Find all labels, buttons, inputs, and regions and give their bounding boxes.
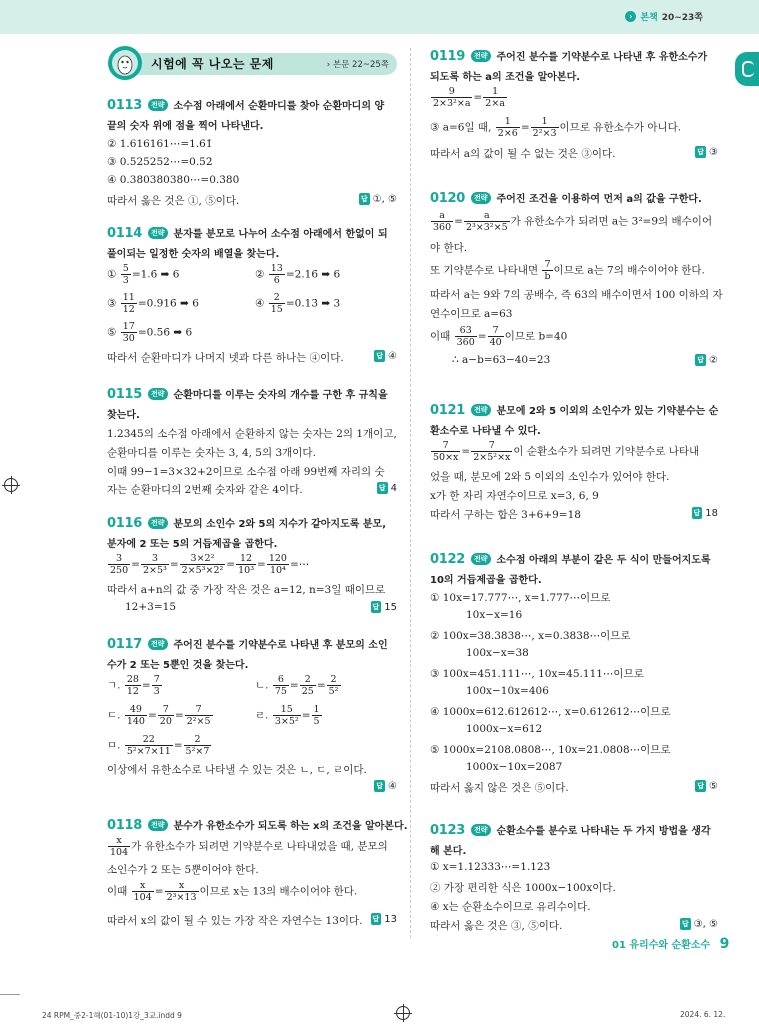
answer: 답 ④: [376, 781, 397, 792]
section-ref: › 본문 22~25쪽: [326, 60, 389, 70]
registration-mark: [396, 1006, 410, 1020]
chapter-footer: 01 유리수와 순환소수 9: [612, 936, 730, 952]
problem-0113: 0113 전략 소수점 아래에서 순환마디를 찾아 순환마디의 양 끝의 숫자 위에 점을 찍어 나타낸다. ② 1.616161⋯=1.6̇1̇ ③ 0.525252⋯=0.5̇2̇ ④ 0.380380380⋯=0.3̇80̇ 따라서 옳은 것은 ①, ⑤이다. 답 ①, ⑤: [107, 98, 397, 207]
problem-0115: 0115 전략 순환마디를 이루는 숫자의 개수를 구한 후 규칙을 찾는다. 1.23̇45̇의 소수점 아래에서 순환하지 않는 숫자는 2의 1개이고, 순환마디를 이루는 숫자는 3, 4, 5의 3개이다. 이때 99−1=3×32+2이므로 소수점 아래 99번째 자리의 숫 자는 순환마디의 2번째 숫자와 같은 4이다. 답 4: [107, 387, 397, 496]
section-title: 시험에 꼭 나오는 문제: [151, 57, 274, 71]
answer: 답 ③, ⑤: [681, 919, 718, 930]
registration-mark: [4, 478, 18, 492]
problem-0123: 0123 전략 순환소수를 분수로 나타내는 두 가지 방법을 생각 해 본다. ① x=1.12333⋯=1.123̇ ② 가장 편리한 식은 1000x−100x이다. ④ x는 순환소수이므로 유리수이다. 따라서 옳은 것은 ③, ⑤이다. 답 ③, ⑤: [430, 823, 718, 932]
problem-0120: 0120 전략 주어진 조건을 이용하여 먼저 a의 값을 구한다. $\frac{a}{360}$ = $\frac{a}{\text{2³×3²×5}}$ 가 유한소수가 되려면 a는 3²=9의 배수이어 야 한다. 또 기약분수로 나타내면 $\frac{7}{b}$ 이므로 a는 7의 배수이어야 한다. 따라서 a는 9와 7의 공배수, 즉 63의 배수이면서 100 이하의 자 연수이므로 a=63 이때 $\frac{63}{360}$ = $\frac{7}{40}$ 이므로 b=40 ∴ a−b=63−40=23 답 ②: [430, 191, 723, 366]
problem-0122: 0122 전략 소수점 아래의 부분이 같은 두 식이 만들어지도록 10의 거듭제곱을 곱한다. ① 10x=17.777⋯, x=1.777⋯이므로 10x−x=16 ② 100x=38.3838⋯, x=0.3838⋯이므로 100x−x=38 ③ 100x=451.111⋯, 10x=45.111⋯이므로 100x−10x=406 ④ 1000x=612.612612⋯, x=0.612612⋯이므로 1000x−x=612 ⑤ 1000x=2108.0808⋯, 10x=21.0808⋯이므로 1000x−10x=2087 따라서 옳지 않은 것은 ⑤이다. 답 ⑤: [430, 552, 718, 794]
answer: 답 13: [372, 914, 397, 925]
file-info: 24 RPM_중2-1해(01-10)1강_3교.indd 9: [42, 1011, 182, 1020]
problem-0119: 0119 전략 주어진 분수를 기약분수로 나타낸 후 유한소수가 되도록 하는 a의 조건을 알아본다. $\frac{9}{\text{2×3²×a}}$ = $\frac{1}{2\times a}$ ③ a=6일 때, $\frac{1}{2\times 6}$ = $\frac{1}{\text{2²×3}}$ 이므로 유한소수가 아니다. 따라서 a의 값이 될 수 없는 것은 ③이다. 답 ③: [430, 49, 718, 160]
book-page-reference: [625, 10, 703, 23]
chapter-tab: [735, 52, 759, 86]
answer: 답 4: [378, 483, 397, 494]
answer: 답 ④: [376, 351, 397, 362]
column-divider: [410, 48, 411, 938]
answer: 답 ⑤: [697, 781, 718, 792]
ref-label: 본책: [640, 13, 658, 23]
section-banner: [107, 45, 397, 81]
ref-pages: 20~23쪽: [661, 13, 703, 23]
chevron-right-icon: ›: [625, 11, 636, 22]
answer: 답 18: [693, 508, 718, 519]
answer: 답 ②: [697, 355, 718, 366]
answer: 답 ③: [697, 147, 718, 158]
problem-0121: 0121 전략 분모에 2와 5 이외의 소인수가 있는 기약분수는 순 환소수로 나타낼 수 있다. $\frac{7}{50\times x}$ = $\frac{7}{\text{2×5²×x}}$ 이 순환소수가 되려면 기약분수로 나타내 었을 때, 분모에 2와 5 이외의 소인수가 있어야 한다. x가 한 자리 자연수이므로 x=3, 6, 9 따라서 구하는 합은 3+6+9=18 답 18: [430, 403, 719, 521]
problem-0118: 0118 전략 분수가 유한소수가 되도록 하는 x의 조건을 알아본다. $\frac{x}{104}$ 가 유한소수가 되려면 기약분수로 나타내었을 때, 분모의 소인수가 2 또는 5뿐이어야 한다. 이때 $\frac{x}{104}$ = $\frac{x}{\text{2³×13}}$ 이므로 x는 13의 배수이어야 한다. 따라서 x의 값이 될 수 있는 가장 작은 자연수는 13이다. 답 13: [107, 818, 408, 927]
problem-0116: 0116 전략 분모의 소인수 2와 5의 지수가 같아지도록 분모, 분자에 2 또는 5의 거듭제곱을 곱한다. $\frac{3}{250}$ = $\frac{3}{\text{2×5³}}$ = $\frac{\text{3×2²}}{\text{2×5³×2²}}$ = $\frac{12}{\text{10³}}$ = $\frac{120}{\text{10⁴}}$ =⋯ 따라서 a+n의 값 중 가장 작은 것은 a=12, n=3일 때이므로 12+3=15 답 15: [107, 516, 397, 613]
answer: 답 15: [372, 602, 397, 613]
problem-0114: 0114 전략 분자를 분모로 나누어 소수점 아래에서 한없이 되 풀이되는 일정한 숫자의 배열을 찾는다. ① $\frac{5}{3}$ =1.6̇ ➡ 6 ② $\frac{13}{6}$ =2.16̇ ➡ 6 ③ $\frac{11}{12}$ =0.916̇ ➡ 6 ④ $\frac{2}{15}$ =0.13̇ ➡ 3 ⑤ $\frac{17}{30}$ =0.56̇ ➡ 6 따라서 순환마디가 나머지 넷과 다른 하나는 ④이다. 답 ④: [107, 226, 397, 364]
mascot-icon: [107, 45, 143, 81]
answer: 답 ①, ⑤: [360, 194, 397, 205]
print-date: 2024. 6. 12.: [680, 1010, 726, 1019]
problem-0117: 0117 전략 주어진 분수를 기약분수로 나타낸 후 분모의 소인 수가 2 또는 5뿐인 것을 찾는다. ㄱ. $\frac{28}{12}$ = $\frac{7}{3}$ ㄴ. $\frac{6}{75}$ = $\frac{2}{25}$ = $\frac{2}{\text{5²}}$ ㄷ. $\frac{49}{140}$ = $\frac{7}{20}$ = $\frac{7}{\text{2²×5}}$ ㄹ. $\frac{15}{\text{3×5²}}$ = $\frac{1}{5}$ ㅁ. $\frac{22}{\text{5²×7×11}}$ = $\frac{2}{\text{5²×7}}$ 이상에서 유한소수로 나타낼 수 있는 것은 ㄴ, ㄷ, ㄹ이다. 답 ④: [107, 637, 397, 792]
